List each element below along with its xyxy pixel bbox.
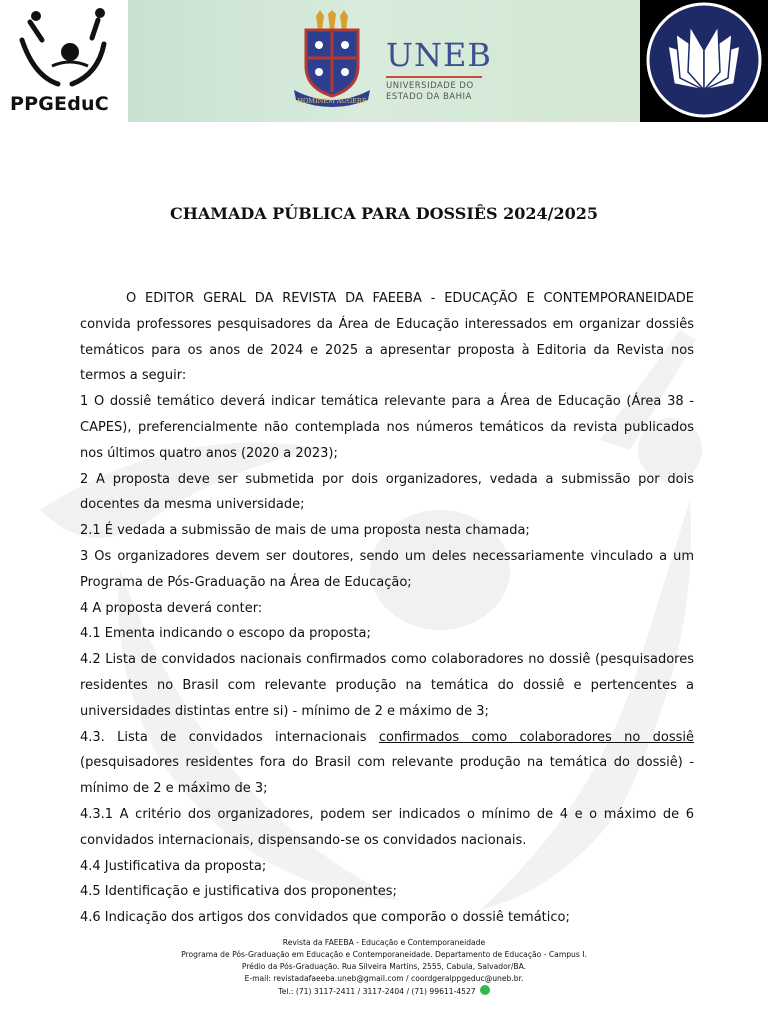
item-paragraph: 4 A proposta deverá conter:: [80, 600, 263, 616]
item-paragraph: 4.1 Ementa indicando o escopo da proposta;: [80, 626, 371, 642]
document-body: [80, 286, 694, 931]
open-book-icon: [640, 0, 768, 122]
footer-line: Prédio da Pós-Graduação. Rua Silveira Martins, 2555, Cabula, Salvador/BA.: [241, 962, 527, 971]
uneb-crest-icon: [288, 10, 376, 110]
page-footer: [0, 937, 768, 998]
item-4-3-lead: 4.3. Lista de convidados internacionais: [80, 729, 379, 745]
item-paragraph: 4.3.1 A critério dos organizadores, podem ser indicados o mínimo de 4 e o máximo de 6 convidados internacionais, dispensando-se os convidados nacionais.: [80, 806, 694, 848]
item-paragraph: 4.2 Lista de convidados nacionais confirmados como colaboradores no dossiê (pesquisadores residentes no Brasil com relevante produção na temática do dossiê e pertencentes a universidades distintas entre si) - mínimo de 2 e máximo de 3;: [80, 652, 694, 719]
footer-phone-line: [0, 985, 768, 998]
item-paragraph: 1 O dossiê temático deverá indicar temática relevante para a Área de Educação (Área 38 - CAPES), preferencialmente não contemplada nos números temáticos da revista publicados nos últimos quatro anos (2020 a 2023);: [80, 394, 694, 461]
ppgeduc-logo-text: PPGEduC: [10, 93, 109, 115]
footer-line: Programa de Pós-Graduação em Educação e Contemporaneidade. Departamento de Educação - Campus I.: [181, 950, 587, 959]
ppgeduc-logo: [0, 0, 128, 122]
journal-logo: [640, 0, 768, 122]
item-paragraph: 2 A proposta deve ser submetida por dois organizadores, vedada a submissão por dois docentes da mesma universidade;: [80, 471, 694, 513]
item-paragraph-4-3: [80, 725, 694, 802]
page-header: [0, 0, 768, 122]
item-4-3-rest: (pesquisadores residentes fora do Brasil com relevante produção na temática do dossiê) - mínimo de 2 e máximo de 3;: [80, 755, 694, 797]
item-paragraph: 4.6 Indicação dos artigos dos convidados que comporão o dossiê temático;: [80, 910, 570, 926]
item-paragraph: 3 Os organizadores devem ser doutores, sendo um deles necessariamente vinculado a um Programa de Pós-Graduação na Área de Educação;: [80, 548, 694, 590]
item-paragraph: 4.4 Justificativa da proposta;: [80, 858, 267, 874]
footer-line: E-mail: revistadafaeeba.uneb@gmail.com / coordgeralppgeduc@uneb.br.: [244, 974, 524, 983]
university-subtitle-line: UNIVERSIDADE DO: [386, 81, 474, 91]
university-name: UNEB: [386, 36, 492, 74]
whatsapp-icon: [480, 985, 490, 995]
item-paragraph: 4.5 Identificação e justificativa dos proponentes;: [80, 884, 397, 900]
university-subtitle-line: ESTADO DA BAHIA: [386, 92, 472, 102]
university-subtitle: [386, 81, 474, 103]
university-name-rule: [386, 76, 482, 78]
ppgeduc-figure-icon: [0, 0, 128, 92]
footer-line: Revista da FAEEBA - Educação e Contemporaneidade: [282, 938, 486, 947]
item-4-3-underlined: confirmados como colaboradores no dossiê: [378, 729, 694, 745]
crest-motto: HOMINEM AUGERE: [297, 97, 367, 105]
uneb-header-band: [128, 0, 640, 122]
footer-phone: Tel.: (71) 3117-2411 / 3117-2404 / (71) 99611-4527: [278, 987, 476, 996]
page-title: CHAMADA PÚBLICA PARA DOSSIÊS 2024/2025: [169, 204, 599, 223]
item-paragraph: 2.1 É vedada a submissão de mais de uma proposta nesta chamada;: [80, 523, 530, 539]
intro-paragraph: O EDITOR GERAL DA REVISTA DA FAEEBA - EDUCAÇÃO E CONTEMPORANEIDADE convida professores pesquisadores da Área de Educação interessados em organizar dossiês temáticos para os anos de 2024 e 2025 a apresentar proposta à Editoria da Revista nos termos a seguir:: [80, 291, 694, 384]
